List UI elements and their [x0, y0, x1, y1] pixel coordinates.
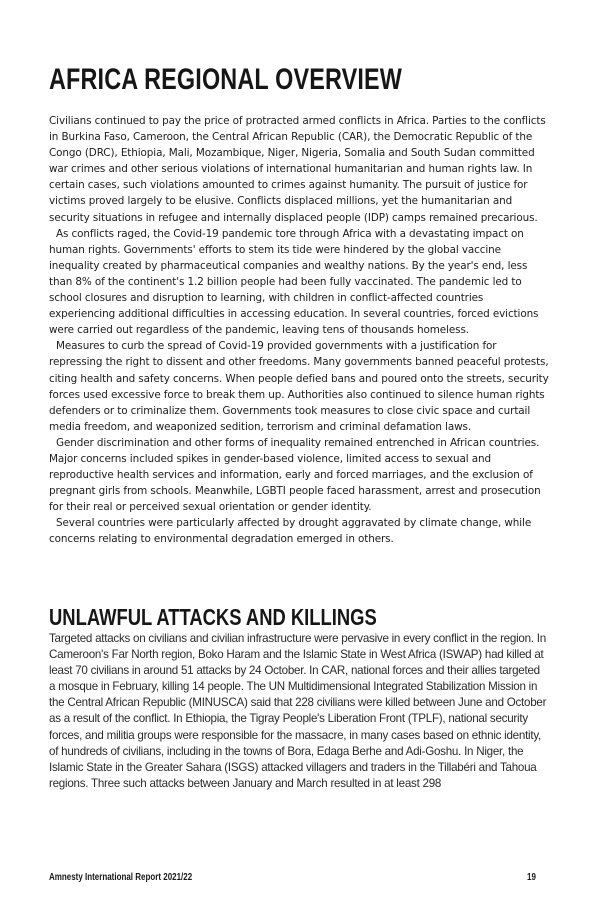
intro-section — [49, 113, 549, 548]
section-paragraph: Targeted attacks on civilians and civilian infrastructure were pervasive in every conflict in the region. In Cameroon's Far North region, Boko Haram and the Islamic State in West Africa (ISWAP) had killed at least 70 civilians in around 51 attacks by 24 October. In CAR, national forces and their allies targeted a mosque in February, killing 14 people. The UN Multidimensional Integrated Stabilization Mission in the Central African Republic (MINUSCA) said that 228 civilians were killed between June and October as a result of the conflict. In Ethiopia, the Tigray People's Liberation Front (TPLF), national security forces, and militia groups were responsible for the massacre, in many cases based on ethnic identity, of hundreds of civilians, including in the towns of Bora, Edaga Berhe and Adi-Goshu. In Niger, the Islamic State in the Greater Sahara (ISGS) attacked villagers and traders in the Tillabéri and Tahoua regions. Three such attacks between January and March resulted in at least 298 — [49, 632, 547, 790]
page-number: 19 — [527, 872, 536, 883]
page-title: AFRICA REGIONAL OVERVIEW — [49, 63, 403, 96]
section-heading: UNLAWFUL ATTACKS AND KILLINGS — [49, 604, 377, 630]
intro-paragraph: Gender discrimination and other forms of inequality remained entrenched in African countries. Major concerns included spikes in gender-based violence, limited access to sexual and reproductive health services and information, early and forced marriages, and the exclusion of pregnant girls from schools. Meanwhile, LGBTI people faced harassment, arrest and prosecution for their real or perceived sexual orientation or gender identity. — [49, 436, 541, 514]
intro-paragraph: As conflicts raged, the Covid-19 pandemic tore through Africa with a devastating impact on human rights. Governments' efforts to stem its tide were hindered by the global vaccine inequality created by pharmaceutical companies and wealthy nations. By the year's end, less than 8% of the continent's 1.2 billion people had been fully vaccinated. The pandemic led to school closures and disruption to learning, with children in conflict-affected countries experiencing additional difficulties in accessing education. In several countries, forced evictions were carried out regardless of the pandemic, leaving tens of thousands homeless. — [49, 227, 539, 337]
intro-paragraph: Civilians continued to pay the price of protracted armed conflicts in Africa. Parties to the conflicts in Burkina Faso, Cameroon, the Central African Republic (CAR), the Democratic Republic of the Congo (DRC), Ethiopia, Mali, Mozambique, Niger, Nigeria, Somalia and South Sudan committed war crimes and other serious violations of international humanitarian and human rights law. In certain cases, such violations amounted to crimes against humanity. The pursuit of justice for victims proved largely to be elusive. Conflicts displaced millions, yet the humanitarian and security situations in refugee and internally displaced people (IDP) camps remained precarious. — [49, 115, 546, 224]
section-body — [49, 631, 549, 792]
intro-paragraph: Measures to curb the spread of Covid-19 provided governments with a justification for repressing the right to dissent and other freedoms. Many governments banned peaceful protests, citing health and safety concerns. When people defied bans and poured onto the streets, security forces used excessive force to break them up. Authorities also continued to silence human rights defenders or to criminalize them. Governments took measures to close civic space and curtail media freedom, and weaponized sedition, terrorism and criminal defamation laws. — [49, 340, 549, 433]
intro-paragraph: Several countries were particularly affected by drought aggravated by climate change, while concerns relating to environmental degradation emerged in others. — [49, 517, 532, 546]
footer-publication: Amnesty International Report 2021/22 — [49, 872, 193, 883]
